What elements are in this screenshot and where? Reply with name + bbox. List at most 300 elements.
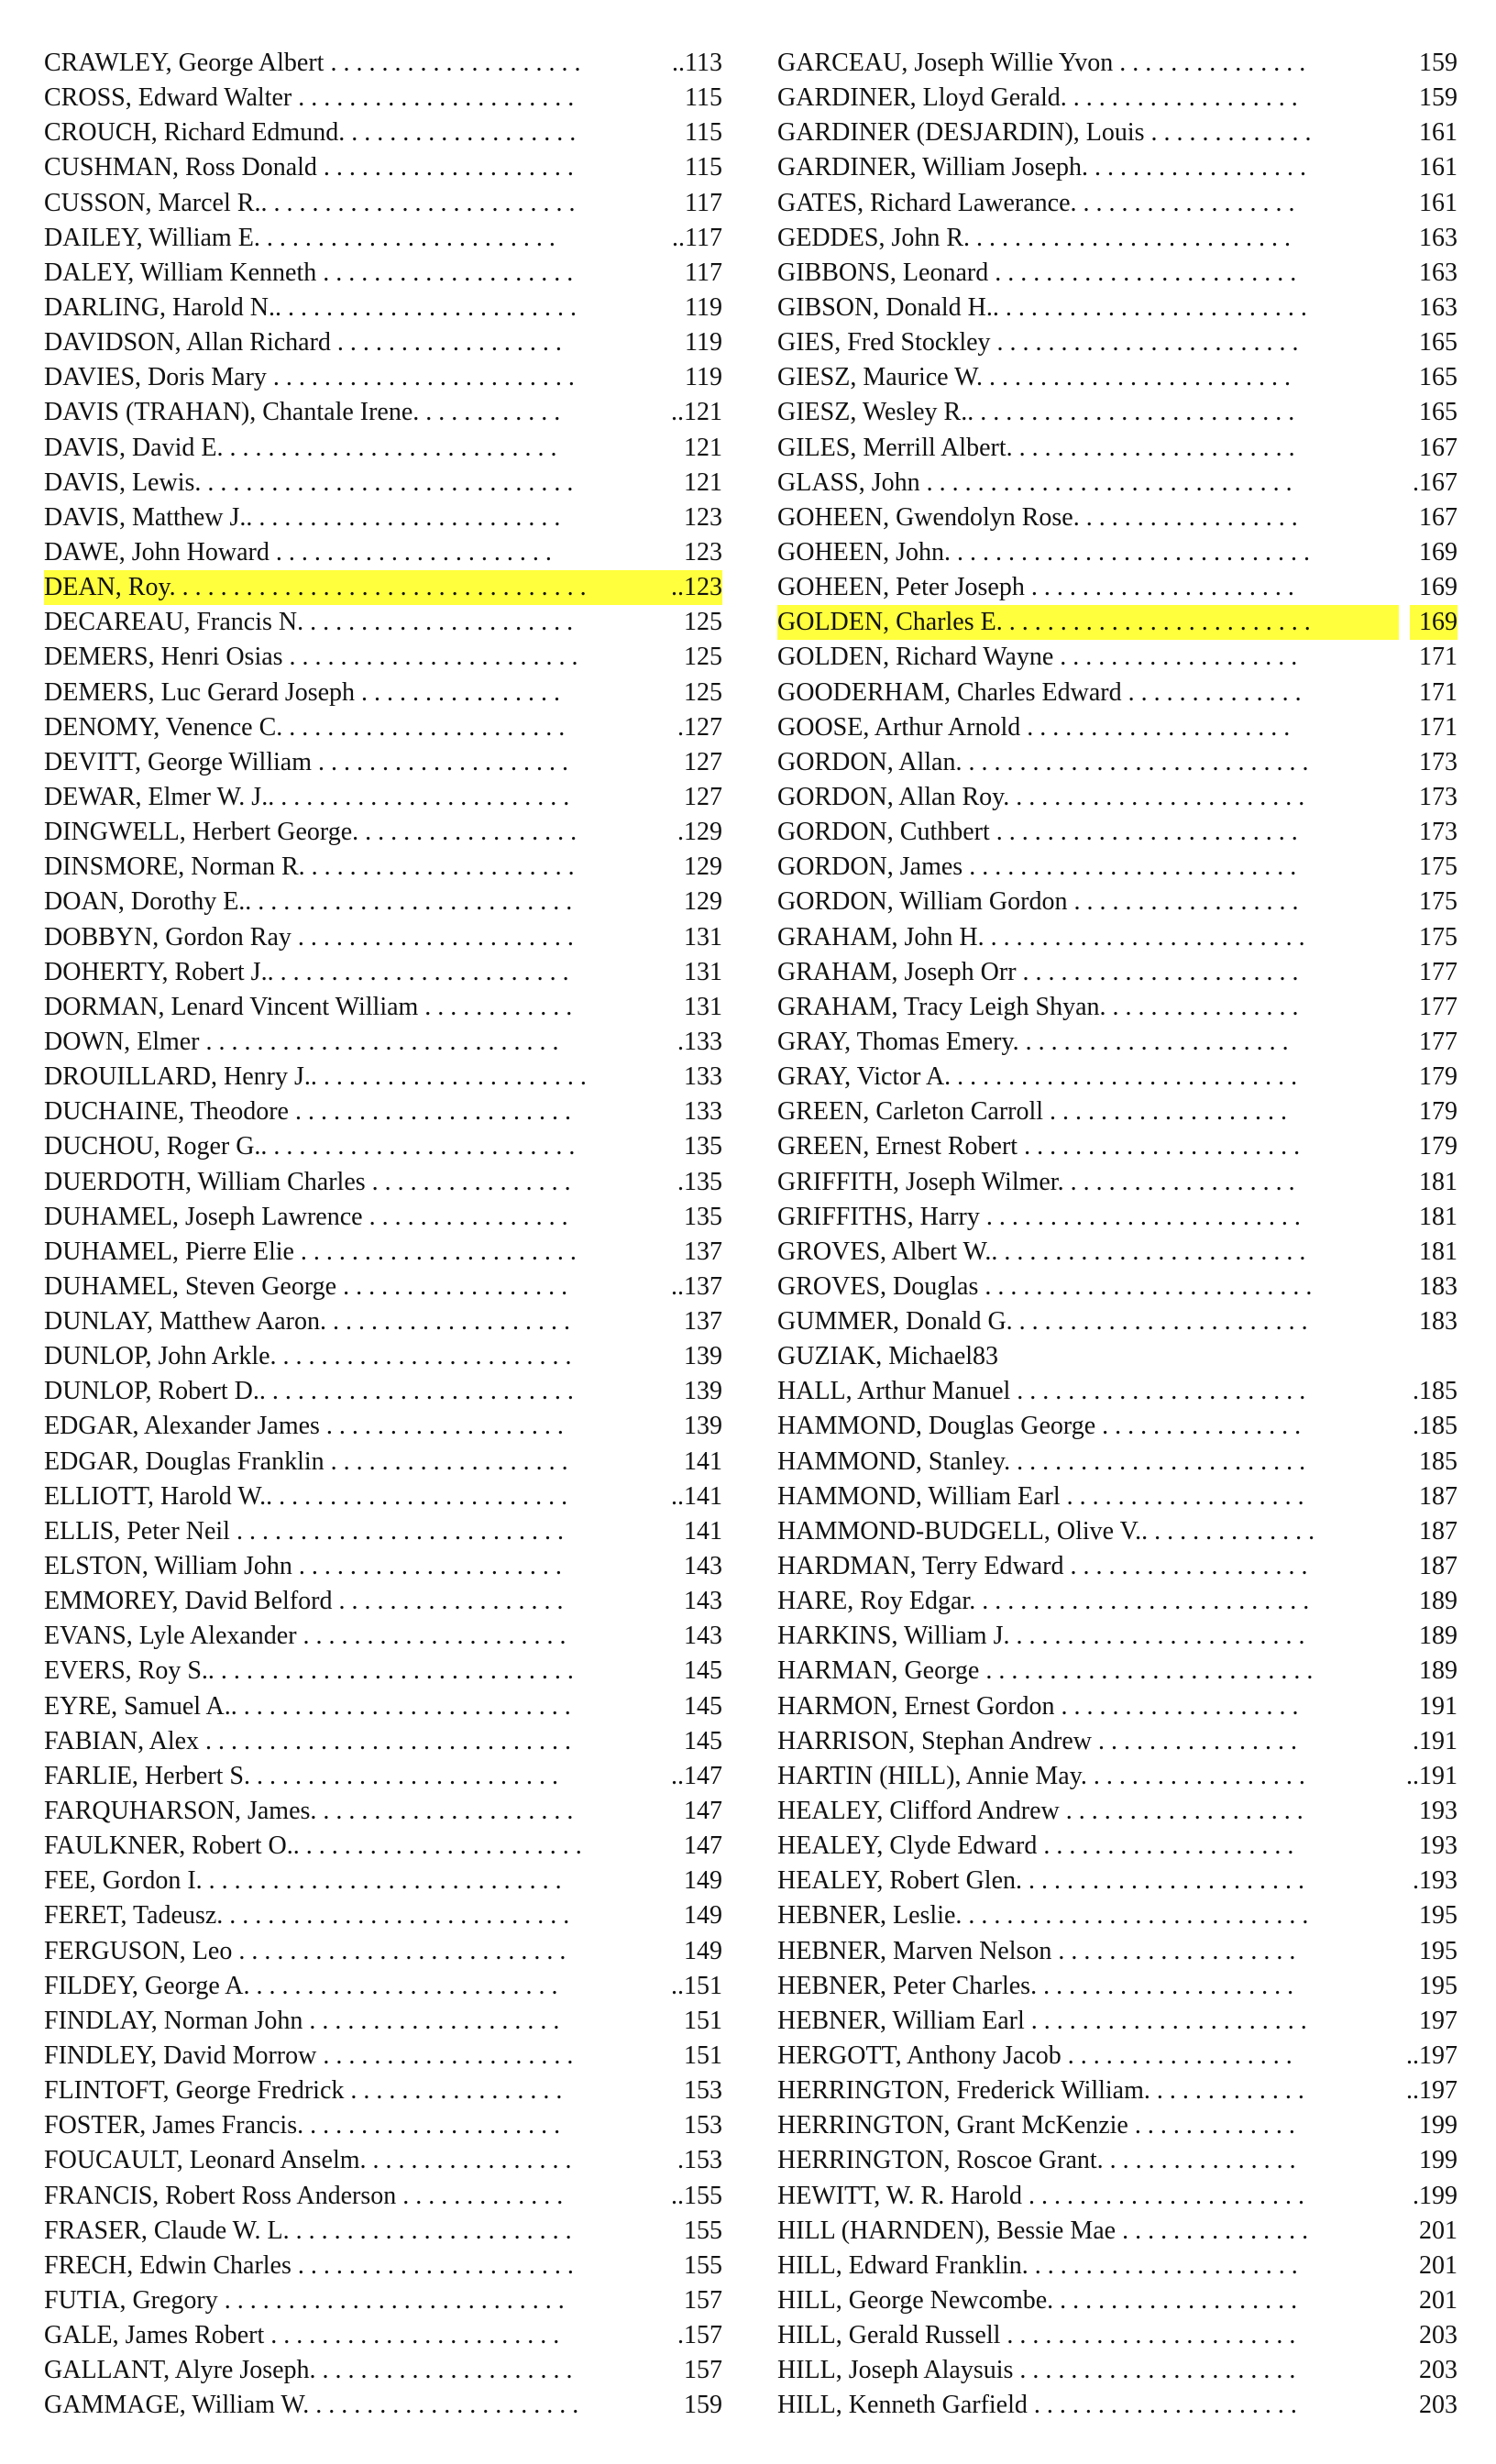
index-entry	[44, 1235, 722, 1270]
entry-page-number: 129	[684, 887, 722, 917]
entry-page-number: 189	[1419, 1622, 1458, 1651]
entry-page-number: 139	[684, 1412, 722, 1441]
entry-page-number: 137	[684, 1307, 722, 1336]
entry-name: GUMMER, Donald G. . . . . . . . . . . . . . . . . . . . . . . .	[777, 1307, 1308, 1336]
entry-name: DINGWELL, Herbert George. . . . . . . . . . . . . . . . . .	[44, 818, 578, 847]
entry-page-number: 167	[1419, 502, 1458, 532]
entry-name: FINDLAY, Norman John . . . . . . . . . . . . . . . . . . . .	[44, 2006, 560, 2035]
index-entry	[777, 466, 1458, 500]
index-entry	[777, 1374, 1458, 1409]
entry-page-number: 159	[1419, 83, 1458, 113]
entry-name: DOWN, Elmer . . . . . . . . . . . . . . . . . . . . . . . . . . . .	[44, 1027, 559, 1056]
index-entry	[44, 2283, 722, 2318]
entry-name: DUHAMEL, Steven George . . . . . . . . . . . . . . . . . .	[44, 1271, 568, 1301]
entry-page-number: 179	[1419, 1062, 1458, 1092]
entry-name: HILL, Edward Franklin. . . . . . . . . . . . . . . . . . . . . .	[777, 2250, 1298, 2280]
index-entry	[777, 2004, 1458, 2039]
entry-page-number: 169	[1419, 537, 1458, 566]
index-entry	[44, 2249, 722, 2283]
entry-page-number: ..141	[671, 1481, 722, 1511]
index-entry	[44, 710, 722, 745]
index-entry	[44, 955, 722, 990]
index-entry	[777, 116, 1458, 150]
entry-page-number: 187	[1419, 1516, 1458, 1546]
index-entry	[777, 500, 1458, 535]
index-entry	[44, 1374, 722, 1409]
index-entry	[44, 2004, 722, 2039]
entry-page-number: 203	[1419, 2391, 1458, 2420]
entry-name: DEMERS, Luc Gerard Joseph . . . . . . . . . . . . . . . .	[44, 677, 561, 707]
entry-page-number: 153	[684, 2111, 722, 2140]
index-entry	[44, 116, 722, 150]
entry-page-number: .193	[1413, 1866, 1458, 1896]
entry-page-number: 127	[684, 782, 722, 811]
entry-name: FABIAN, Alex . . . . . . . . . . . . . . . . . . . . . . . . . . . . .	[44, 1726, 572, 1755]
entry-name: DUNLAY, Matthew Aaron. . . . . . . . . . . . . . . . . . . .	[44, 1307, 570, 1336]
entry-page-number: 183	[1419, 1271, 1458, 1301]
entry-page-number: 193	[1419, 1832, 1458, 1861]
entry-name: FERET, Tadeusz. . . . . . . . . . . . . . . . . . . . . . . . . . . .	[44, 1901, 570, 1930]
entry-name: GROVES, Douglas . . . . . . . . . . . . . . . . . . . . . . . . . .	[777, 1271, 1313, 1301]
entry-name: GOLDEN, Richard Wayne . . . . . . . . . . . . . . . . . . .	[777, 643, 1298, 672]
entry-page-number: 121	[684, 433, 722, 462]
index-entry	[777, 360, 1458, 395]
index-entry	[44, 466, 722, 500]
index-entry	[44, 1829, 722, 1864]
index-entry	[777, 325, 1458, 360]
index-entry	[777, 1025, 1458, 1060]
entry-page-number: .135	[677, 1167, 722, 1196]
entry-name: GARDINER (DESJARDIN), Louis . . . . . . . . . . . . .	[777, 118, 1312, 148]
entry-name: HEALEY, Clyde Edward . . . . . . . . . . . . . . . . . . . .	[777, 1832, 1294, 1861]
entry-page-number: 151	[684, 2006, 722, 2035]
entry-page-number: 161	[1419, 153, 1458, 182]
entry-page-number: .185	[1413, 1377, 1458, 1406]
entry-page-number: ..123	[662, 570, 722, 605]
index-entry	[777, 850, 1458, 885]
entry-page-number: 133	[684, 1062, 722, 1092]
index-entry	[44, 1304, 722, 1339]
entry-name: GEDDES, John R. . . . . . . . . . . . . . . . . . . . . . . . . .	[777, 223, 1292, 252]
entry-name: HAMMOND, William Earl . . . . . . . . . . . . . . . . . . .	[777, 1481, 1304, 1511]
index-entry	[777, 2108, 1458, 2143]
index-entry	[44, 256, 722, 291]
index-entry	[44, 81, 722, 116]
index-entry	[44, 1864, 722, 1898]
index-entry	[777, 1480, 1458, 1514]
entry-name: FARLIE, Herbert S. . . . . . . . . . . . . . . . . . . . . . . . .	[44, 1761, 558, 1790]
entry-page-number: .129	[677, 818, 722, 847]
entry-name: GRIFFITH, Joseph Wilmer. . . . . . . . . . . . . . . . . . .	[777, 1167, 1295, 1196]
entry-name: CUSSON, Marcel R.. . . . . . . . . . . . . . . . . . . . . . . . .	[44, 188, 576, 217]
index-entry	[777, 2074, 1458, 2108]
index-entry	[44, 1794, 722, 1829]
entry-page-number: ..137	[671, 1271, 722, 1301]
entry-name: GOLDEN, Charles E. . . . . . . . . . . . . . . . . . . . . . . . .	[777, 605, 1399, 640]
entry-page-number: 177	[1419, 1027, 1458, 1056]
entry-page-number: 149	[684, 1901, 722, 1930]
index-entry	[44, 2074, 722, 2108]
entry-page-number: 145	[684, 1656, 722, 1686]
entry-name: ELLIOTT, Harold W.. . . . . . . . . . . . . . . . . . . . . . . .	[44, 1481, 568, 1511]
entry-page-number: 185	[1419, 1446, 1458, 1476]
entry-name: FERGUSON, Leo . . . . . . . . . . . . . . . . . . . . . . . . . .	[44, 1936, 566, 1965]
entry-page-number: 159	[1419, 49, 1458, 77]
entry-page-number: 143	[684, 1552, 722, 1581]
entry-name: GORDON, William Gordon . . . . . . . . . . . . . . . . . .	[777, 887, 1299, 917]
entry-page-number: 175	[1419, 887, 1458, 917]
entry-page-number: 149	[684, 1866, 722, 1896]
entry-name: HILL, George Newcombe. . . . . . . . . . . . . . . . . . . .	[777, 2286, 1298, 2315]
index-entry-highlighted	[777, 605, 1458, 640]
entry-name: EYRE, Samuel A.. . . . . . . . . . . . . . . . . . . . . . . . . . .	[44, 1691, 571, 1721]
index-entry	[777, 2179, 1458, 2214]
entry-page-number: 197	[1419, 2006, 1458, 2035]
entry-name: GATES, Richard Lawerance. . . . . . . . . . . . . . . . . .	[777, 188, 1295, 217]
index-entry	[44, 2179, 722, 2214]
entry-page-number: 173	[1419, 747, 1458, 776]
entry-name: GALLANT, Alyre Joseph. . . . . . . . . . . . . . . . . . . . .	[44, 2356, 573, 2385]
entry-page-number: 165	[1419, 398, 1458, 427]
entry-name: HILL, Kenneth Garfield . . . . . . . . . . . . . . . . . . . . .	[777, 2391, 1297, 2420]
index-entry	[777, 1689, 1458, 1724]
entry-name: EMMOREY, David Belford . . . . . . . . . . . . . . . . . .	[44, 1587, 564, 1616]
entry-page-number: 125	[684, 608, 722, 637]
entry-page-number: 157	[684, 2356, 722, 2385]
index-entry	[777, 1165, 1458, 1200]
index-column-left	[44, 46, 722, 2424]
entry-name: GREEN, Carleton Carroll . . . . . . . . . . . . . . . . . . .	[777, 1097, 1288, 1127]
index-entry	[44, 1445, 722, 1480]
entry-page-number: 199	[1419, 2111, 1458, 2140]
entry-name: DENOMY, Venence C. . . . . . . . . . . . . . . . . . . . . . .	[44, 712, 566, 742]
entry-name: DUERDOTH, William Charles . . . . . . . . . . . . . . . .	[44, 1167, 571, 1196]
entry-page-number: .153	[677, 2146, 722, 2175]
entry-page-number: 195	[1419, 1901, 1458, 1930]
entry-name: DAVIS, Matthew J.. . . . . . . . . . . . . . . . . . . . . . . . .	[44, 502, 561, 532]
index-entry	[44, 1898, 722, 1933]
entry-page-number: 163	[1419, 292, 1458, 322]
entry-page-number: .127	[677, 712, 722, 742]
entry-page-number: 171	[1419, 677, 1458, 707]
entry-name: HEALEY, Robert Glen. . . . . . . . . . . . . . . . . . . . . . .	[777, 1866, 1304, 1896]
entry-name: CUSHMAN, Ross Donald . . . . . . . . . . . . . . . . . . . .	[44, 153, 574, 182]
index-entry	[44, 1759, 722, 1794]
entry-name: DAWE, John Howard . . . . . . . . . . . . . . . . . . . . . .	[44, 537, 552, 566]
entry-name: DOHERTY, Robert J.. . . . . . . . . . . . . . . . . . . . . . . .	[44, 957, 569, 986]
entry-name: HEBNER, Peter Charles. . . . . . . . . . . . . . . . . . . . .	[777, 1971, 1294, 2000]
entry-name: HEWITT, W. R. Harold . . . . . . . . . . . . . . . . . . . . . .	[777, 2181, 1304, 2210]
entry-name: FEE, Gordon I. . . . . . . . . . . . . . . . . . . . . . . . . . . . .	[44, 1866, 562, 1896]
entry-page-number: 133	[684, 1097, 722, 1127]
entry-name: HILL, Joseph Alaysuis . . . . . . . . . . . . . . . . . . . . . .	[777, 2356, 1296, 2385]
entry-page-number: 161	[1419, 188, 1458, 217]
entry-page-number: 187	[1419, 1552, 1458, 1581]
index-entry	[777, 1304, 1458, 1339]
index-entry	[777, 1619, 1458, 1654]
entry-name: EDGAR, Douglas Franklin . . . . . . . . . . . . . . . . . . .	[44, 1446, 568, 1476]
entry-name: DINSMORE, Norman R. . . . . . . . . . . . . . . . . . . . . .	[44, 852, 575, 882]
entry-name: CROUCH, Richard Edmund. . . . . . . . . . . . . . . . . . .	[44, 118, 577, 148]
index-entry	[777, 1934, 1458, 1969]
index-entry	[777, 2353, 1458, 2388]
entry-name: EVANS, Lyle Alexander . . . . . . . . . . . . . . . . . . . . .	[44, 1622, 566, 1651]
entry-page-number: 119	[685, 328, 722, 358]
entry-page-number: 199	[1419, 2146, 1458, 2175]
entry-name: DARLING, Harold N.. . . . . . . . . . . . . . . . . . . . . . . .	[44, 292, 577, 322]
entry-name: DOAN, Dorothy E.. . . . . . . . . . . . . . . . . . . . . . . . . .	[44, 887, 573, 917]
entry-page-number: 171	[1419, 643, 1458, 672]
entry-name: GIES, Fred Stockley . . . . . . . . . . . . . . . . . . . . . . . .	[777, 328, 1299, 358]
index-entry	[44, 395, 722, 430]
entry-page-number: 163	[1419, 258, 1458, 287]
index-entry	[777, 745, 1458, 780]
index-entry	[44, 291, 722, 325]
entry-name: FRANCIS, Robert Ross Anderson . . . . . . . . . . . . .	[44, 2181, 564, 2210]
entry-name: DUNLOP, John Arkle. . . . . . . . . . . . . . . . . . . . . . . .	[44, 1342, 572, 1371]
index-column-right	[777, 46, 1458, 2424]
entry-name: HEBNER, Leslie. . . . . . . . . . . . . . . . . . . . . . . . . . . .	[777, 1901, 1309, 1930]
index-entry	[777, 1129, 1458, 1164]
index-entry	[777, 710, 1458, 745]
entry-page-number: ..147	[671, 1761, 722, 1790]
entry-name: GREEN, Ernest Robert . . . . . . . . . . . . . . . . . . . . . .	[777, 1132, 1301, 1161]
entry-page-number: 201	[1419, 2250, 1458, 2280]
entry-page-number: 155	[684, 2250, 722, 2280]
entry-page-number: 131	[684, 992, 722, 1021]
index-entry	[777, 1339, 1458, 1374]
entry-page-number: 183	[1419, 1307, 1458, 1336]
index-entry	[44, 1270, 722, 1304]
entry-page-number: 147	[684, 1797, 722, 1826]
index-entry	[777, 291, 1458, 325]
entry-name: ELSTON, William John . . . . . . . . . . . . . . . . . . . . .	[44, 1552, 562, 1581]
entry-name: HERRINGTON, Grant McKenzie . . . . . . . . . . . . .	[777, 2111, 1295, 2140]
index-entry	[44, 2214, 722, 2249]
entry-name: EVERS, Roy S.. . . . . . . . . . . . . . . . . . . . . . . . . . . . .	[44, 1656, 574, 1686]
entry-page-number: 145	[684, 1691, 722, 1721]
index-entry	[44, 990, 722, 1025]
index-entry	[777, 1094, 1458, 1129]
index-entry	[44, 745, 722, 780]
index-entry	[777, 990, 1458, 1025]
index-entry	[777, 570, 1458, 605]
index-entry	[777, 1864, 1458, 1898]
entry-name: GORDON, Allan. . . . . . . . . . . . . . . . . . . . . . . . . . . .	[777, 747, 1309, 776]
entry-page-number: .133	[677, 1027, 722, 1056]
index-entry	[777, 885, 1458, 919]
index-entry	[44, 1934, 722, 1969]
entry-page-number: 155	[684, 2216, 722, 2245]
entry-page-number: 167	[1419, 433, 1458, 462]
entry-page-number: 175	[1419, 852, 1458, 882]
index-entry	[777, 1724, 1458, 1759]
entry-name: FRASER, Claude W. L. . . . . . . . . . . . . . . . . . . . . . .	[44, 2216, 572, 2245]
entry-name: DAVIS, Lewis. . . . . . . . . . . . . . . . . . . . . . . . . . . . . .	[44, 468, 574, 497]
index-entry	[777, 1584, 1458, 1619]
index-entry	[777, 81, 1458, 116]
index-entry	[44, 1969, 722, 2004]
index-entry	[44, 46, 722, 81]
index-entry	[777, 1270, 1458, 1304]
entry-page-number: 171	[1419, 712, 1458, 742]
entry-name: DAILEY, William E. . . . . . . . . . . . . . . . . . . . . . . .	[44, 223, 556, 252]
entry-page-number: 123	[684, 502, 722, 532]
index-entry	[44, 815, 722, 850]
index-entry	[777, 431, 1458, 466]
index-entry-highlighted	[44, 570, 722, 605]
index-entry	[44, 1200, 722, 1235]
entry-name: HERRINGTON, Frederick William. . . . . . . . . . . . .	[777, 2076, 1304, 2106]
entry-page-number: 201	[1419, 2286, 1458, 2315]
index-entry	[44, 640, 722, 675]
index-entry	[44, 885, 722, 919]
entry-page-number: ..191	[1406, 1761, 1458, 1790]
entry-name: ELLIS, Peter Neil . . . . . . . . . . . . . . . . . . . . . . . . . .	[44, 1516, 564, 1546]
index-entry	[44, 1060, 722, 1094]
entry-name: GOHEEN, John. . . . . . . . . . . . . . . . . . . . . . . . . . . . .	[777, 537, 1310, 566]
index-entry	[777, 815, 1458, 850]
entry-page-number: .199	[1413, 2181, 1458, 2210]
entry-name: DROUILLARD, Henry J.. . . . . . . . . . . . . . . . . . . . . .	[44, 1062, 587, 1092]
entry-name: GUZIAK, Michael83	[777, 1342, 999, 1371]
index-entry	[44, 1094, 722, 1129]
entry-page-number: 169	[1410, 605, 1458, 640]
entry-page-number: 141	[684, 1516, 722, 1546]
entry-page-number: 125	[684, 643, 722, 672]
entry-page-number: 187	[1419, 1481, 1458, 1511]
entry-page-number: 143	[684, 1622, 722, 1651]
entry-page-number: 163	[1419, 223, 1458, 252]
index-entry	[44, 1409, 722, 1444]
entry-page-number: 139	[684, 1342, 722, 1371]
index-entry	[777, 780, 1458, 815]
index-entry	[777, 920, 1458, 955]
entry-name: DUHAMEL, Pierre Elie . . . . . . . . . . . . . . . . . . . . . .	[44, 1237, 577, 1266]
entry-name: HERRINGTON, Roscoe Grant. . . . . . . . . . . . . . . .	[777, 2146, 1296, 2175]
entry-page-number: 179	[1419, 1097, 1458, 1127]
index-entry	[44, 2039, 722, 2074]
entry-name: DOBBYN, Gordon Ray . . . . . . . . . . . . . . . . . . . . . .	[44, 922, 574, 952]
entry-page-number: 165	[1419, 363, 1458, 392]
entry-name: HARDMAN, Terry Edward . . . . . . . . . . . . . . . . . . .	[777, 1552, 1308, 1581]
entry-page-number: ..113	[672, 49, 722, 77]
entry-name: DORMAN, Lenard Vincent William . . . . . . . . . . . .	[44, 992, 573, 1021]
entry-page-number: 201	[1419, 2216, 1458, 2245]
entry-name: FLINTOFT, George Fredrick . . . . . . . . . . . . . . . . .	[44, 2076, 563, 2106]
entry-page-number: 173	[1419, 782, 1458, 811]
index-entry	[777, 186, 1458, 221]
entry-page-number: 121	[684, 468, 722, 497]
index-entry	[44, 1689, 722, 1724]
index-entry	[44, 1165, 722, 1200]
entry-page-number: 153	[684, 2076, 722, 2106]
entry-page-number: 129	[684, 852, 722, 882]
entry-name: GRAHAM, John H. . . . . . . . . . . . . . . . . . . . . . . . . .	[777, 922, 1305, 952]
index-entry	[777, 2388, 1458, 2423]
entry-name: GAMMAGE, William W. . . . . . . . . . . . . . . . . . . . . .	[44, 2391, 579, 2420]
entry-page-number: 139	[684, 1377, 722, 1406]
index-entry	[44, 2108, 722, 2143]
entry-name: GRAY, Thomas Emery. . . . . . . . . . . . . . . . . . . . . .	[777, 1027, 1289, 1056]
index-entry	[44, 431, 722, 466]
entry-name: DAVIDSON, Allan Richard . . . . . . . . . . . . . . . . . .	[44, 328, 562, 358]
index-entry	[777, 1969, 1458, 2004]
entry-page-number: 123	[684, 537, 722, 566]
entry-name: GROVES, Albert W.. . . . . . . . . . . . . . . . . . . . . . . . .	[777, 1237, 1306, 1266]
entry-page-number: ..155	[671, 2181, 722, 2210]
entry-page-number: 117	[685, 188, 722, 217]
entry-page-number: 195	[1419, 1971, 1458, 2000]
index-entry	[44, 1480, 722, 1514]
entry-name: DALEY, William Kenneth . . . . . . . . . . . . . . . . . . . .	[44, 258, 574, 287]
entry-page-number: 151	[684, 2041, 722, 2071]
index-entry	[777, 1200, 1458, 1235]
index-entry	[44, 500, 722, 535]
index-entry	[777, 1759, 1458, 1794]
entry-page-number: ..121	[671, 398, 722, 427]
entry-name: HARTIN (HILL), Annie May. . . . . . . . . . . . . . . . . .	[777, 1761, 1305, 1790]
entry-page-number: 119	[685, 363, 722, 392]
entry-name: CRAWLEY, George Albert . . . . . . . . . . . . . . . . . . . .	[44, 49, 581, 77]
index-entry	[777, 46, 1458, 81]
entry-page-number: ..197	[1406, 2041, 1458, 2071]
index-entry	[777, 1409, 1458, 1444]
entry-name: DUCHOU, Roger G.. . . . . . . . . . . . . . . . . . . . . . . . .	[44, 1132, 576, 1161]
entry-name: DEWAR, Elmer W. J.. . . . . . . . . . . . . . . . . . . . . . . .	[44, 782, 570, 811]
entry-name: FINDLEY, David Morrow . . . . . . . . . . . . . . . . . . . .	[44, 2041, 574, 2071]
index-entry	[44, 850, 722, 885]
index-entry	[777, 2039, 1458, 2074]
entry-page-number: 135	[684, 1202, 722, 1231]
entry-name: HARMON, Ernest Gordon . . . . . . . . . . . . . . . . . . .	[777, 1691, 1299, 1721]
entry-page-number: 135	[684, 1132, 722, 1161]
entry-page-number: 143	[684, 1587, 722, 1616]
entry-name: FRECH, Edwin Charles . . . . . . . . . . . . . . . . . . . . . .	[44, 2250, 574, 2280]
entry-page-number: 127	[684, 747, 722, 776]
index-entry	[777, 2283, 1458, 2318]
entry-page-number: 141	[684, 1446, 722, 1476]
index-entry	[777, 2318, 1458, 2353]
entry-page-number: ..117	[672, 223, 722, 252]
index-entry	[777, 221, 1458, 256]
entry-name: GIBSON, Donald H.. . . . . . . . . . . . . . . . . . . . . . . . .	[777, 292, 1307, 322]
entry-page-number: 181	[1419, 1237, 1458, 1266]
entry-page-number: 147	[684, 1832, 722, 1861]
index-entry	[44, 2143, 722, 2178]
entry-name: GORDON, James . . . . . . . . . . . . . . . . . . . . . . . . . .	[777, 852, 1297, 882]
entry-name: FUTIA, Gregory . . . . . . . . . . . . . . . . . . . . . . . . . . .	[44, 2286, 565, 2315]
entry-name: DEAN, Roy. . . . . . . . . . . . . . . . . . . . . . . . . . . . . . . . .	[44, 570, 664, 605]
entry-name: HEALEY, Clifford Andrew . . . . . . . . . . . . . . . . . . .	[777, 1797, 1304, 1826]
index-entry	[44, 1339, 722, 1374]
entry-page-number: 177	[1419, 992, 1458, 1021]
index-entry	[777, 676, 1458, 710]
entry-name: GRIFFITHS, Harry . . . . . . . . . . . . . . . . . . . . . . . . .	[777, 1202, 1301, 1231]
entry-name: HILL (HARNDEN), Bessie Mae . . . . . . . . . . . . . . .	[777, 2216, 1309, 2245]
entry-page-number: 137	[684, 1237, 722, 1266]
entry-page-number: 179	[1419, 1132, 1458, 1161]
entry-name: HAMMOND, Douglas George . . . . . . . . . . . . . . . .	[777, 1412, 1302, 1441]
entry-name: GRAHAM, Tracy Leigh Shyan. . . . . . . . . . . . . . . .	[777, 992, 1299, 1021]
index-entry	[44, 1654, 722, 1688]
entry-name: GORDON, Allan Roy. . . . . . . . . . . . . . . . . . . . . . . .	[777, 782, 1305, 811]
entry-page-number: 203	[1419, 2356, 1458, 2385]
entry-page-number: 161	[1419, 118, 1458, 148]
index-entry	[777, 1794, 1458, 1829]
entry-name: CROSS, Edward Walter . . . . . . . . . . . . . . . . . . . . . .	[44, 83, 575, 113]
entry-name: HARKINS, William J. . . . . . . . . . . . . . . . . . . . . . . .	[777, 1622, 1305, 1651]
